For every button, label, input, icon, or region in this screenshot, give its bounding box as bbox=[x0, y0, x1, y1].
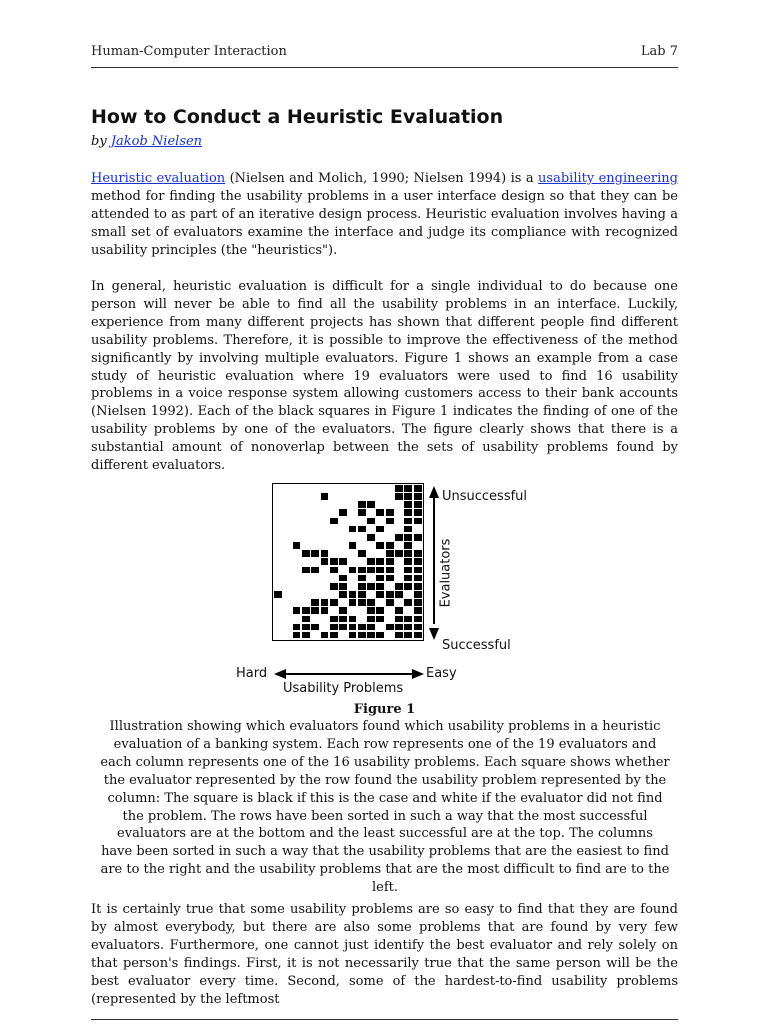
figure-caption: Illustration showing which evaluators found which usability problems in a heuristic evaluation of a banking system. Each row represents one of the 19 evaluators and each column represents one of the 16 usability problems. Each square shows whether the evaluator represented by the row found the usability problem represented by the column: The square is black if this is the case and white if the evaluator did not find the problem. The rows have been sorted in such a way that the most successful evaluators are at the bottom and the least successful are at the top. The columns have been sorted in such a way that the usability problems that are the easiest to find are to the right and the usability problems that are the most difficult to find are to the left. bbox=[100, 719, 670, 896]
header-divider bbox=[91, 67, 678, 68]
arrow-down-icon bbox=[429, 628, 439, 640]
figure-arrows bbox=[228, 478, 528, 700]
byline bbox=[91, 134, 202, 149]
header-lab: Lab 7 bbox=[640, 44, 678, 59]
intro-paragraph bbox=[91, 170, 678, 260]
intro-text-2: method for finding the usability problems in a user interface design so that they can be attended to as part of an iterative design process. Heuristic evaluation involves having a small set of evaluators examine the interface and judge its compliance with recognized usability principles (the "heuristics"). bbox=[91, 188, 678, 258]
arrow-up-icon bbox=[429, 486, 439, 498]
arrow-left-icon bbox=[274, 669, 286, 679]
body-paragraph-2: In general, heuristic evaluation is difficult for a single individual to do because one person will never be able to find all the usability problems in an interface. Luckily, experience from many different projects has shown that different people find different usability problems. Therefore, it is possible to improve the effectiveness of the method significantly by involving multiple evaluators. Figure 1 shows an example from a case study of heuristic evaluation where 19 evaluators were used to find 16 usability problems in a voice response system allowing customers access to their bank accounts (Nielsen 1992). Each of the black squares in Figure 1 indicates the finding of one of the usability problems by one of the evaluators. The figure clearly shows that there is a substantial amount of nonoverlap between the sets of usability problems found by different evaluators. bbox=[91, 279, 678, 474]
footer-divider bbox=[91, 1019, 678, 1020]
byline-prefix: by bbox=[91, 134, 111, 149]
arrow-right-icon bbox=[412, 669, 424, 679]
intro-text-1: (Nielsen and Molich, 1990; Nielsen 1994) is a bbox=[225, 171, 539, 186]
label-successful: Successful bbox=[442, 638, 511, 653]
usability-engineering-link[interactable]: usability engineering bbox=[538, 171, 678, 186]
label-hard: Hard bbox=[236, 666, 268, 681]
author-link[interactable]: Jakob Nielsen bbox=[110, 134, 203, 149]
body-paragraph-3: It is certainly true that some usability problems are so easy to find that they are found by almost everybody, but there are also some problems that are found by very few evaluators. Furthermore, one cannot just identify the best evaluator and rely solely on that person's findings. First, it is not necessarily true that the same person will be the best evaluator every time. Second, some of the hardest-to-find usability problems (represented by the leftmost bbox=[91, 902, 678, 1007]
label-easy: Easy bbox=[426, 666, 457, 681]
heuristic-evaluation-link[interactable]: Heuristic evaluation bbox=[91, 171, 226, 186]
page-title: How to Conduct a Heuristic Evaluation bbox=[91, 106, 504, 128]
label-usability-problems: Usability Problems bbox=[283, 681, 404, 696]
figure-1 bbox=[228, 478, 528, 700]
label-evaluators: Evaluators bbox=[438, 538, 454, 608]
header-course: Human-Computer Interaction bbox=[91, 44, 287, 59]
page-header bbox=[91, 44, 678, 59]
figure-caption-title: Figure 1 bbox=[353, 702, 416, 717]
label-unsuccessful: Unsuccessful bbox=[442, 489, 528, 504]
